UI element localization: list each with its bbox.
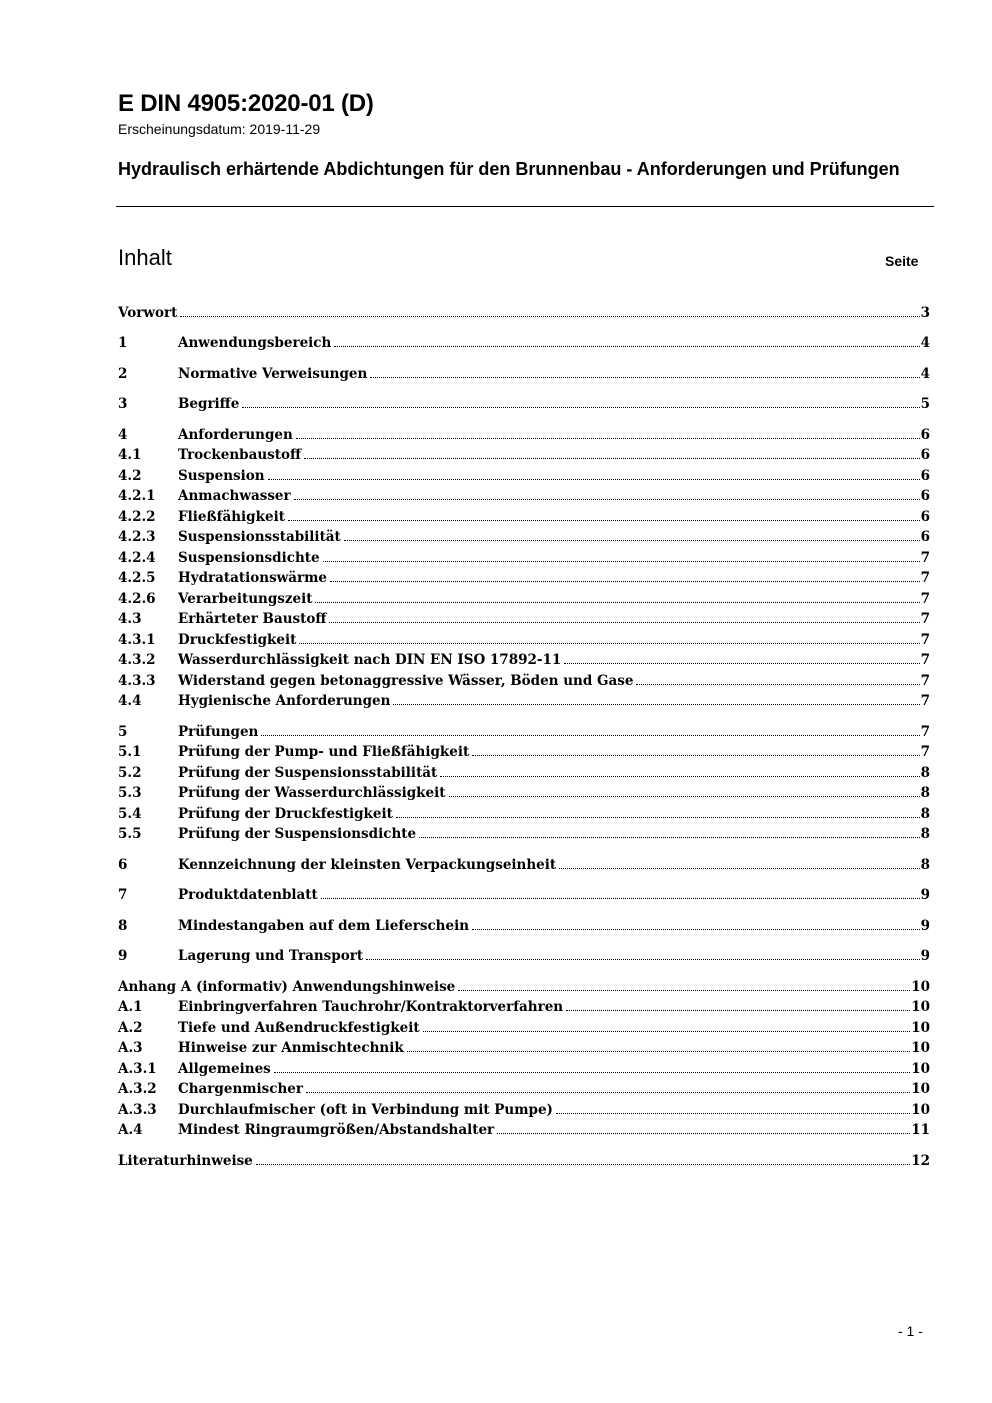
toc-leader-dots [559,855,919,869]
toc-entry-label: Verarbeitungszeit [178,591,313,607]
toc-leader-dots [261,722,919,736]
toc-entry-number: 4.2.3 [118,529,156,545]
toc-entry-number: 5 [118,724,128,740]
toc-entry-label: Lagerung und Transport [178,948,364,964]
toc-entry-number: 4.2.2 [118,509,156,525]
toc-entry-number: 4.1 [118,447,142,463]
toc-entry-page: 8 [920,826,930,842]
toc-entry-number: 5.2 [118,765,142,781]
toc-entry-number: 4.3.3 [118,673,156,689]
toc-entry-page: 7 [920,550,930,566]
toc-entry-label: Wasserdurchlässigkeit nach DIN EN ISO 17892-11 [178,652,562,668]
toc-entry-page: 4 [920,335,930,351]
toc-entry-label: Hinweise zur Anmischtechnik [178,1040,404,1056]
toc-entry[interactable] [118,742,930,762]
toc-entry-page: 10 [911,979,930,995]
toc-entry-number: 3 [118,396,128,412]
toc-entry-page: 10 [911,1040,930,1056]
toc-entry-page: 8 [920,806,930,822]
toc-entry-page: 10 [911,1061,930,1077]
toc-entry-number: 4.2.4 [118,550,156,566]
toc-entry-label: Literaturhinweise [118,1153,253,1169]
toc-leader-dots [472,742,919,756]
toc-entry-number: 7 [118,887,128,903]
toc-leader-dots [393,691,919,705]
toc-entry-number: 8 [118,918,128,934]
toc-entry-page: 7 [920,744,930,760]
toc-entry-page: 7 [920,570,930,586]
toc-entry-number: 5.1 [118,744,142,760]
document-title: Hydraulisch erhärtende Abdichtungen für den Brunnenbau - Anforderungen und Prüfungen [118,159,900,179]
toc-entry-page: 4 [920,366,930,382]
toc-entry-page: 12 [911,1153,930,1169]
toc-entry[interactable] [118,333,930,353]
toc-entry-page: 10 [911,1102,930,1118]
toc-entry-number: A.3.1 [118,1061,157,1077]
toc-entry-label: Suspensionsstabilität [178,529,341,545]
toc-entry-label: Allgemeines [178,1061,271,1077]
toc-entry[interactable] [118,630,930,650]
toc-entry-number: 4.3.1 [118,632,156,648]
toc-entry-label: Fließfähigkeit [178,509,285,525]
toc-entry[interactable] [118,977,930,997]
toc-entry-number: 4.3 [118,611,142,627]
toc-entry[interactable] [118,885,930,905]
toc-entry-page: 3 [920,305,930,321]
toc-entry[interactable] [118,1100,930,1120]
toc-entry-label: Prüfung der Suspensionsdichte [178,826,417,842]
toc-entry-page: 10 [911,1081,930,1097]
toc-entry-label: Suspension [178,468,265,484]
toc-entry-number: 5.5 [118,826,142,842]
toc-leader-dots [288,507,920,521]
toc-leader-dots [407,1038,910,1052]
toc-entry-label: Normative Verweisungen [178,366,368,382]
toc-entry-number: 9 [118,948,128,964]
toc-entry-page: 9 [920,948,930,964]
toc-leader-dots [299,630,919,644]
toc-entry[interactable] [118,568,930,588]
toc-entry-page: 6 [920,427,930,443]
toc-entry-page: 6 [920,509,930,525]
toc-entry-number: 4.2 [118,468,142,484]
toc-entry-page: 9 [920,918,930,934]
toc-entry-number: A.3.3 [118,1102,157,1118]
toc-leader-dots [440,763,919,777]
toc-entry[interactable] [118,1059,930,1079]
toc-leader-dots [556,1100,910,1114]
toc-entry-page: 7 [920,632,930,648]
toc-leader-dots [396,804,920,818]
toc-entry[interactable] [118,1079,930,1099]
toc-entry-page: 8 [920,765,930,781]
publication-date-label: Erscheinungsdatum: [118,121,246,137]
toc-entry-page: 7 [920,652,930,668]
toc-entry[interactable] [118,394,930,414]
toc-leader-dots [296,425,920,439]
title-divider [116,206,934,207]
toc-entry-page: 6 [920,488,930,504]
toc-leader-dots [472,916,920,930]
toc-entry-page: 6 [920,447,930,463]
toc-leader-dots [566,997,910,1011]
toc-entry-label: Durchlaufmischer (oft in Verbindung mit Pumpe) [178,1102,553,1118]
toc-leader-dots [274,1059,910,1073]
publication-date [118,121,320,137]
toc-entry-label: Tiefe und Außendruckfestigkeit [178,1020,420,1036]
toc-entry[interactable] [118,425,930,445]
toc-entry-label: Anmachwasser [178,488,291,504]
toc-entry-page: 10 [911,999,930,1015]
toc-entry-page: 8 [920,857,930,873]
toc-entry-label: Anhang A (informativ) Anwendungshinweise [118,979,456,995]
toc-entry-label: Suspensionsdichte [178,550,320,566]
toc-leader-dots [315,589,919,603]
toc-entry-number: 4.2.1 [118,488,156,504]
toc-entry-number: A.1 [118,999,143,1015]
toc-heading: Inhalt [118,245,172,270]
toc-entry-number: 4.2.5 [118,570,156,586]
toc-entry-label: Hygienische Anforderungen [178,693,391,709]
toc-page-column-label: Seite [885,253,919,269]
toc-entry-number: 4 [118,427,128,443]
toc-leader-dots [497,1120,910,1134]
toc-entry-label: Druckfestigkeit [178,632,297,648]
toc-entry-number: 5.4 [118,806,142,822]
toc-leader-dots [294,486,920,500]
toc-entry-label: Chargenmischer [178,1081,304,1097]
toc-entry-page: 6 [920,468,930,484]
toc-entry[interactable] [118,445,930,465]
toc-entry-page: 10 [911,1020,930,1036]
toc-entry[interactable] [118,824,930,844]
toc-entry-label: Prüfung der Suspensionsstabilität [178,765,438,781]
toc-entry[interactable] [118,589,930,609]
toc-entry[interactable] [118,916,930,936]
toc-entry-number: A.3.2 [118,1081,157,1097]
toc-leader-dots [636,671,919,685]
toc-entry[interactable] [118,527,930,547]
toc-entry-number: 4.4 [118,693,142,709]
toc-entry[interactable] [118,507,930,527]
toc-entry[interactable] [118,783,930,803]
toc-entry-number: 5.3 [118,785,142,801]
toc-entry-label: Produktdatenblatt [178,887,318,903]
toc-leader-dots [306,1079,910,1093]
toc-entry-label: Prüfungen [178,724,259,740]
toc-entry-page: 7 [920,673,930,689]
toc-entry-number: 2 [118,366,128,382]
toc-leader-dots [564,650,919,664]
toc-entry-label: Widerstand gegen betonaggressive Wässer, Böden und Gase [178,673,634,689]
toc-leader-dots [419,824,920,838]
toc-entry-number: A.4 [118,1122,143,1138]
toc-entry-page: 5 [920,396,930,412]
toc-leader-dots [366,946,920,960]
toc-entry[interactable] [118,466,930,486]
toc-entry-label: Begriffe [178,396,240,412]
toc-entry[interactable] [118,303,930,323]
toc-entry-number: 6 [118,857,128,873]
toc-leader-dots [242,394,919,408]
toc-entry-label: Prüfung der Wasserdurchlässigkeit [178,785,446,801]
toc-leader-dots [370,364,919,378]
toc-entry-page: 7 [920,724,930,740]
toc-entry[interactable] [118,804,930,824]
toc-entry[interactable] [118,1018,930,1038]
toc-entry-label: Prüfung der Druckfestigkeit [178,806,393,822]
publication-date-value: 2019-11-29 [249,121,321,137]
toc-entry-label: Anforderungen [178,427,293,443]
toc-entry[interactable] [118,1038,930,1058]
toc-entry-label: Mindest Ringraumgrößen/Abstandshalter [178,1122,495,1138]
toc-entry-number: 4.2.6 [118,591,156,607]
toc-entry-label: Vorwort [118,305,178,321]
document-id: E DIN 4905:2020-01 (D) [118,90,374,117]
toc-leader-dots [268,466,920,480]
toc-leader-dots [458,977,910,991]
toc-entry[interactable] [118,946,930,966]
toc-entry-label: Einbringverfahren Tauchrohr/Kontraktorverfahren [178,999,564,1015]
toc-entry-number: A.3 [118,1040,143,1056]
toc-entry[interactable] [118,997,930,1017]
toc-leader-dots [321,885,920,899]
toc-entry[interactable] [118,691,930,711]
toc-leader-dots [334,333,919,347]
toc-entry-label: Trockenbaustoff [178,447,302,463]
toc-entry-label: Kennzeichnung der kleinsten Verpackungseinheit [178,857,557,873]
toc-entry-number: A.2 [118,1020,143,1036]
toc-leader-dots [423,1018,911,1032]
toc-entry-number: 1 [118,335,128,351]
toc-leader-dots [449,783,920,797]
toc-entry-label: Anwendungsbereich [178,335,332,351]
toc-entry-page: 7 [920,693,930,709]
toc-entry[interactable] [118,609,930,629]
toc-entry[interactable] [118,486,930,506]
toc-entry[interactable] [118,722,930,742]
toc-entry[interactable] [118,650,930,670]
page-number: - 1 - [898,1323,923,1339]
toc-leader-dots [344,527,920,541]
toc-entry-page: 11 [911,1122,930,1138]
toc-leader-dots [329,609,919,623]
toc-entry-label: Prüfung der Pump- und Fließfähigkeit [178,744,470,760]
toc-entry-page: 8 [920,785,930,801]
toc-entry-label: Hydratationswärme [178,570,328,586]
toc-entry-label: Erhärteter Baustoff [178,611,327,627]
toc-entry-number: 4.3.2 [118,652,156,668]
toc-entry[interactable] [118,364,930,384]
toc-entry[interactable] [118,763,930,783]
toc-entry-page: 6 [920,529,930,545]
toc-entry[interactable] [118,855,930,875]
toc-leader-dots [323,548,920,562]
toc-entry[interactable] [118,671,930,691]
toc-leader-dots [330,568,920,582]
toc-entry-label: Mindestangaben auf dem Lieferschein [178,918,470,934]
toc-leader-dots [256,1151,910,1165]
toc-entry[interactable] [118,548,930,568]
toc-entry[interactable] [118,1151,930,1171]
toc-entry[interactable] [118,1120,930,1140]
toc-entry-page: 7 [920,611,930,627]
toc-leader-dots [180,303,919,317]
toc-entry-page: 7 [920,591,930,607]
toc-entry-page: 9 [920,887,930,903]
toc-leader-dots [304,445,920,459]
